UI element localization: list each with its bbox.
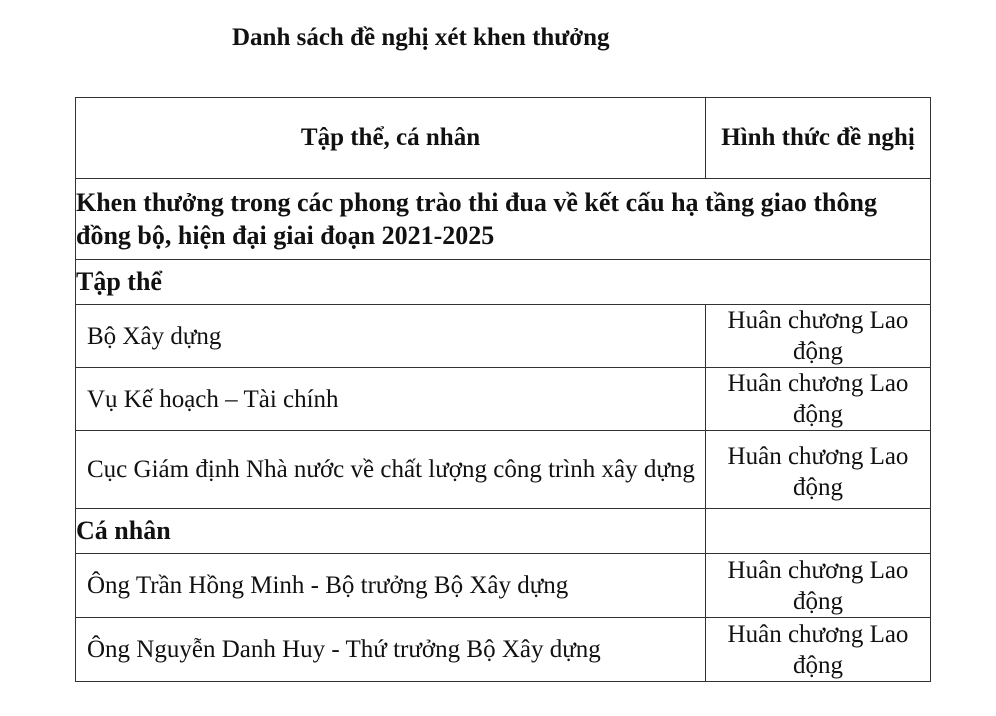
recipient-name: Ông Trần Hồng Minh - Bộ trưởng Bộ Xây dựng [76,554,706,618]
award-form: Huân chương Lao động [706,554,931,618]
award-proposal-table [75,97,931,682]
recipient-name: Bộ Xây dựng [76,305,706,368]
group-label: Tập thể [76,260,931,305]
header-recipient: Tập thể, cá nhân [76,98,706,179]
table-row [76,368,931,431]
section-title-row [76,179,931,260]
empty-cell [706,509,931,554]
recipient-name: Cục Giám định Nhà nước về chất lượng công trình xây dựng [76,431,706,509]
table-row [76,431,931,509]
section-title: Khen thưởng trong các phong trào thi đua về kết cấu hạ tầng giao thông đồng bộ, hiện đại giai đoạn 2021-2025 [76,179,931,260]
award-form: Huân chương Lao động [706,618,931,682]
table-row [76,618,931,682]
award-form: Huân chương Lao động [706,431,931,509]
table-header-row [76,98,931,179]
group-row-individual [76,509,931,554]
recipient-name: Ông Nguyễn Danh Huy - Thứ trưởng Bộ Xây dựng [76,618,706,682]
document-title: Danh sách đề nghị xét khen thưởng [232,24,610,51]
table-row [76,554,931,618]
group-label: Cá nhân [76,509,706,554]
award-form: Huân chương Lao động [706,368,931,431]
recipient-name: Vụ Kế hoạch – Tài chính [76,368,706,431]
group-row-collective [76,260,931,305]
award-form: Huân chương Lao động [706,305,931,368]
header-award-form: Hình thức đề nghị [706,98,931,179]
table-row [76,305,931,368]
